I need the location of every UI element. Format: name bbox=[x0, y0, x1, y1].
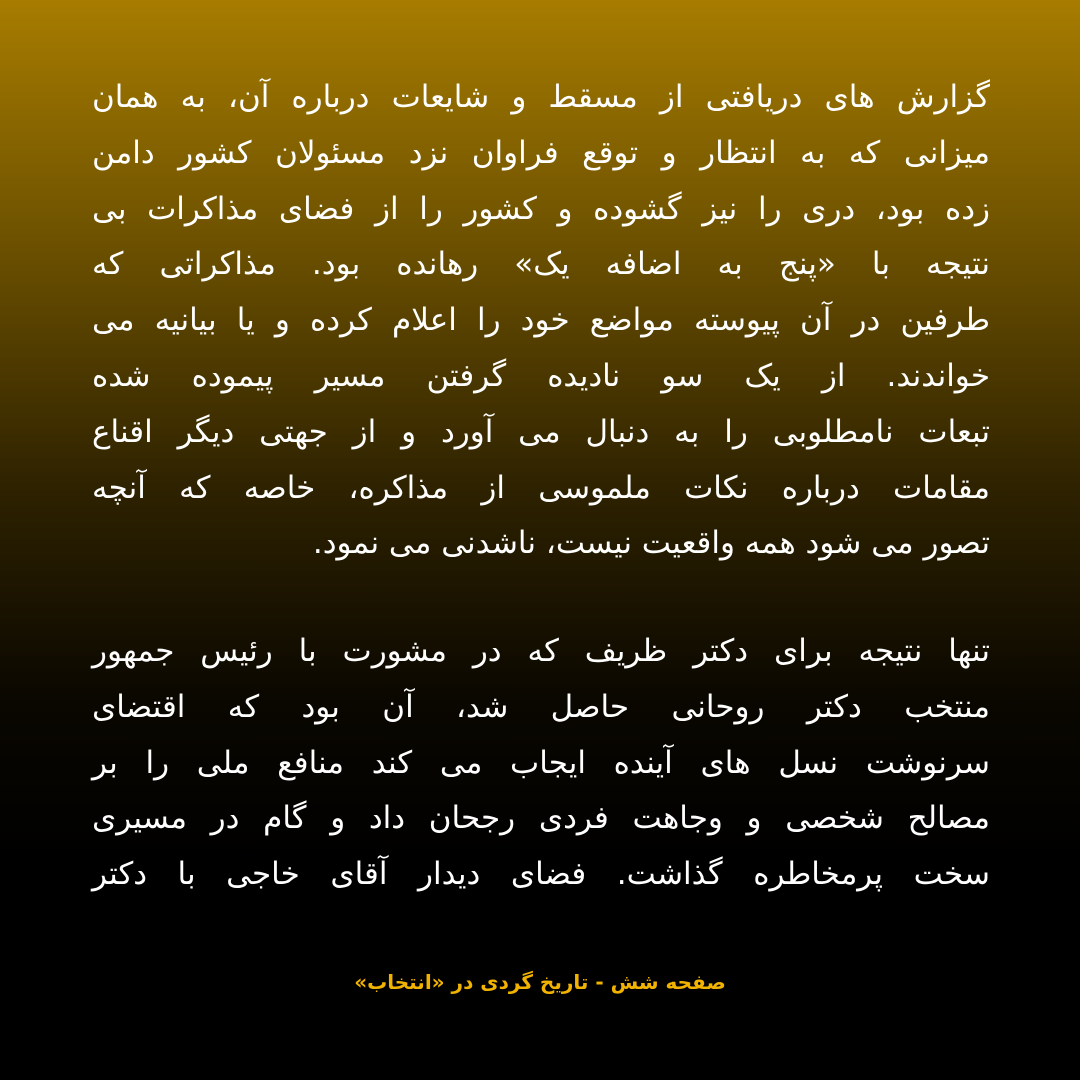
paragraph-2-line: سرنوشت نسل های آینده ایجاب می کند منافع ملی را بر bbox=[92, 744, 990, 781]
paragraph-2-line: تنها نتیجه برای دکتر ظریف که در مشورت با رئیس جمهور bbox=[92, 633, 990, 669]
paragraph-2-line: سخت پرمخاطره گذاشت. فضای دیدار آقای خاجی با دکتر bbox=[92, 856, 990, 893]
paragraph-2-line: منتخب دکتر روحانی حاصل شد، آن بود که اقتضای bbox=[92, 688, 990, 725]
paragraph-1-line: طرفین در آن پیوسته مواضع خود را اعلام کرده و یا بیانیه می bbox=[92, 302, 990, 339]
paragraph-1-line: مقامات درباره نکات ملموسی از مذاکره، خاصه که آنچه bbox=[92, 469, 990, 506]
paragraph-2-line: مصالح شخصی و وجاهت فردی رجحان داد و گام در مسیری bbox=[92, 800, 990, 837]
paragraph-1-line: تبعات نامطلوبی را به دنبال می آورد و از جهتی دیگر اقناع bbox=[92, 413, 990, 450]
paragraph-1 bbox=[92, 70, 990, 572]
paragraph-1-line: خواندند. از یک سو نادیده گرفتن مسیر پیموده شده bbox=[92, 357, 990, 394]
paragraph-1-line: گزارش های دریافتی از مسقط و شایعات درباره آن، به همان bbox=[92, 79, 990, 115]
paragraph-1-line: نتیجه با «پنج به اضافه یک» رهانده بود. مذاکراتی که bbox=[92, 246, 990, 283]
paragraph-1-line: میزانی که به انتظار و توقع فراوان نزد مسئولان کشور دامن bbox=[92, 134, 990, 171]
paragraph-1-line: تصور می شود همه واقعیت نیست، ناشدنی می نمود. bbox=[312, 525, 990, 562]
footer-caption: صفحه شش - تاریخ گردی در «انتخاب» bbox=[354, 970, 726, 994]
paragraph-2 bbox=[92, 624, 990, 903]
paragraph-1-line: زده بود، دری را نیز گشوده و کشور را از فضای مذاکرات بی bbox=[92, 190, 990, 227]
